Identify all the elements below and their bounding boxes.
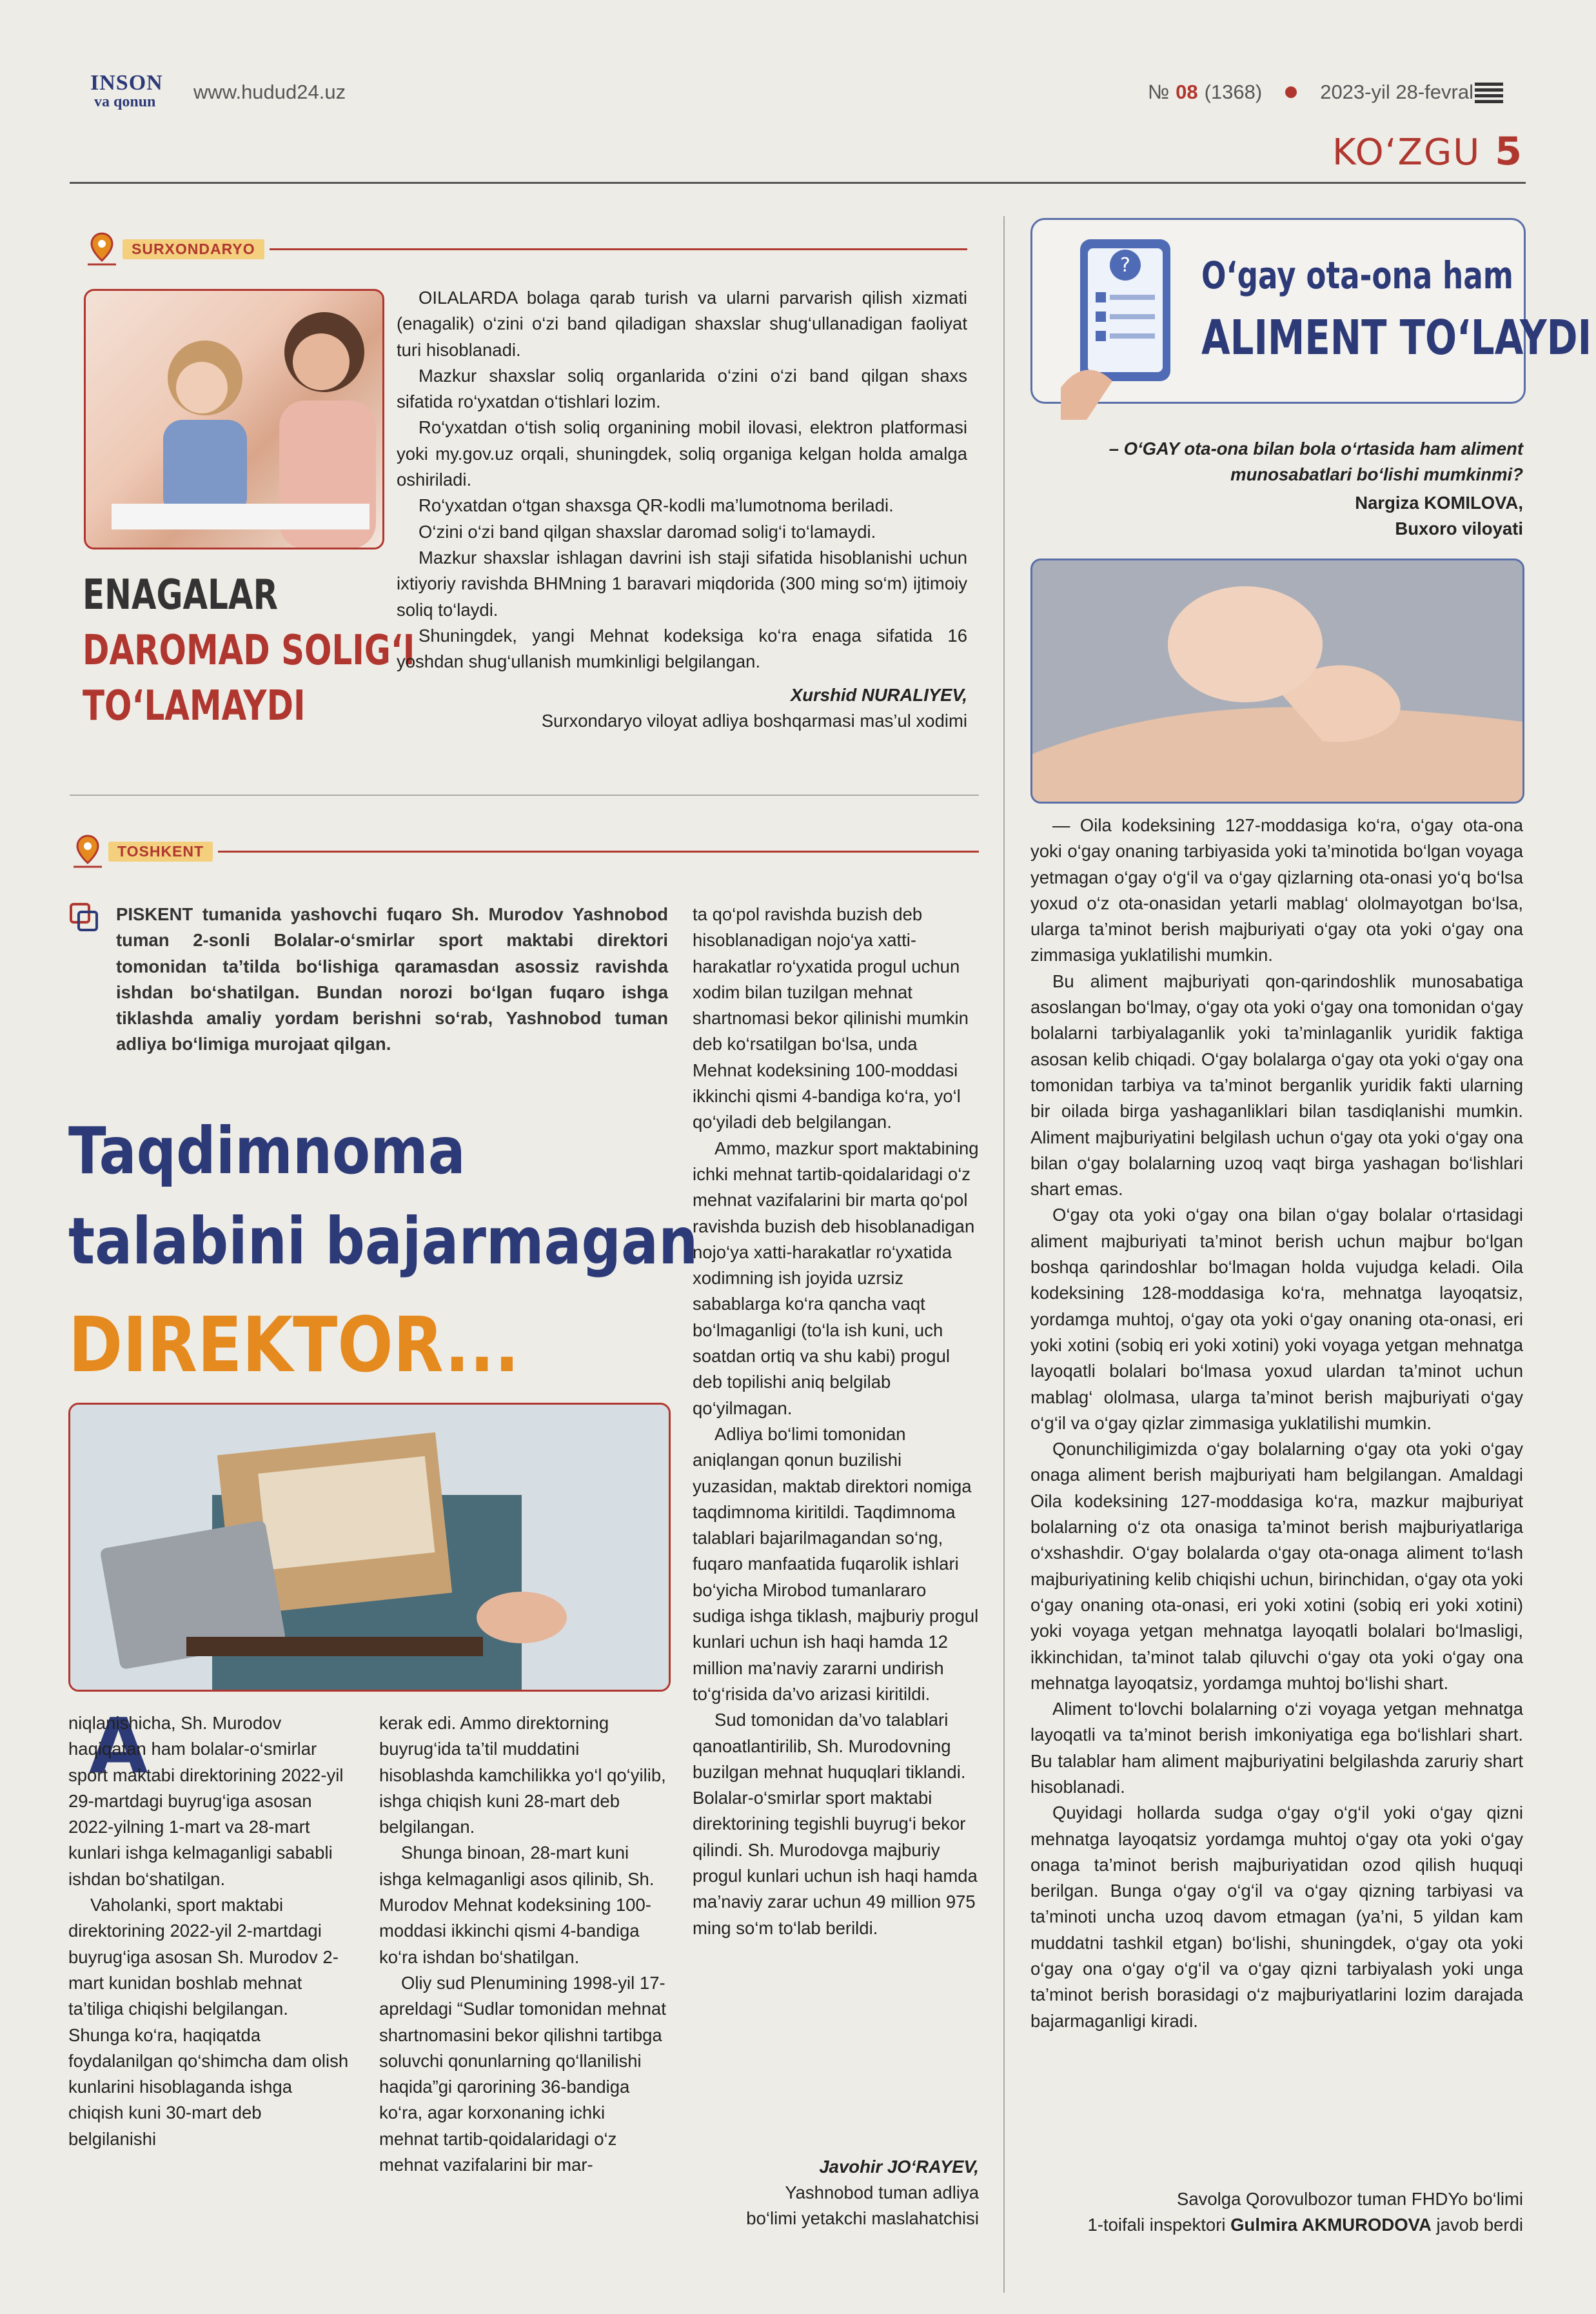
article3-title-line2: ALIMENT TO‘LAYDI — [1201, 310, 1592, 366]
article-separator — [70, 795, 979, 796]
asker-name: Nargiza KOMILOVA, — [1355, 493, 1523, 513]
article3-signature — [1030, 2186, 1523, 2238]
logo-bottom: va qonun — [94, 94, 156, 110]
article3-title-line1: O‘gay ota-ona ham — [1201, 253, 1513, 297]
article2-lead — [116, 902, 668, 1058]
region-tag-toshkent — [70, 833, 979, 869]
article3-paragraph: Aliment to‘lovchi bolalarning o‘zi voyaga yetgan mehnatga layoqatli va ta’minot berish imkoniyatiga ega bo‘lishlari shart. Bu talablar ham aliment majburiyatini belgilashda zaruriy shart hisoblanadi. — [1030, 1699, 1523, 1797]
article2-col2-p: Shunga binoan, 28-mart kuni ishga kelmaganligi asos qilinib, Sh. Murodov Mehnat kodeksining 100-moddasi ikkinchi qismi 4-bandiga ko‘ra ishdan bo‘shatilgan. — [379, 1843, 655, 1967]
column-divider — [1003, 216, 1005, 2293]
article2-col3-p: Ammo, mazkur sport maktabining ichki mehnat tartib-qoidalaridagi o‘z mehnat vazifalarini bir marta qo‘pol ravishda buzish deb hisoblanadigan nojo‘ya xatti-harakatlar ro‘yxatida xodimning ish joyida uzrsiz sabablarga ko‘ra qancha vaqt bo‘lmaganligi (to‘la ish kuni, uch soatdan ortiq va shu kabi) progul deb topilishi aniq belgilab qo‘yilmagan. — [693, 1138, 979, 1418]
article2-title-line3: DIREKTOR... — [68, 1300, 520, 1389]
dot-icon — [1285, 86, 1297, 98]
article1-paragraph: Mazkur shaxslar ishlagan davrini ish staji sifatida hisoblanishi uchun ixtiyoriy ravishda BHMning 1 baravari miqdorida (300 ming so‘m) ijtimoiy soliq to‘laydi. — [397, 547, 967, 620]
article1-paragraph: Mazkur shaxslar soliq organlarida o‘zini o‘zi band qilgan shaxs sifatida ro‘yxatdan o‘tishlari lozim. — [397, 365, 967, 412]
issue-total: (1368) — [1204, 81, 1263, 103]
article2-col1-p: niqlanishicha, Sh. Murodov haqiqatan ham bolalar-o‘smirlar sport maktabi direktorining 2022-yil 29-martdagi buyrug‘iga asosan 2022-yilning 1-mart va 28-mart kunlari ishga kelmaganligi sababli ishdan bo‘shatilgan. — [68, 1713, 344, 1889]
article3-paragraph: Bu aliment majburiyati qon-qarindoshlik munosabatiga asoslangan bo‘lmay, o‘gay ota yoki o‘gay ona tomonidan o‘gay bolalarni tarbiyalaganlik yoki ta’minlaganlik yuridik faktiga asosan kelib chiqadi. O‘gay bolalarga o‘gay ota yoki o‘gay ona tomonidan tarbiya va ta’minot berganlik yuridik fakti ularning bir oilada birga yashaganliklari bilan tasdiqlanishi mumkin. Aliment majburiyatini belgilash uchun o‘gay ota yoki o‘gay ona bilan o‘gay bolalarning uzoq vaqt birga yashagan bo‘lishlari shart emas. — [1030, 971, 1523, 1200]
article1-title-line3: TO‘LAMAYDI — [83, 682, 306, 730]
menu-icon[interactable] — [1475, 83, 1503, 103]
masthead-logo — [90, 72, 174, 110]
region-line — [218, 851, 979, 853]
answer-line1: Savolga Qorovulbozor tuman FHDYo bo‘limi — [1176, 2189, 1523, 2209]
article2-col2 — [379, 1710, 668, 2178]
article3-question — [1030, 436, 1523, 542]
article2-author-role2: bo‘limi yetakchi maslahatchisi — [746, 2208, 979, 2228]
article1-signature — [397, 682, 967, 734]
article1-title-line1: ENAGALAR — [83, 571, 279, 619]
issue-prefix: № — [1147, 81, 1170, 103]
header-rule — [70, 182, 1526, 184]
question-text: – O‘GAY ota-ona bilan bola o‘rtasida ham aliment munosabatlari bo‘lishi mumkinmi? — [1108, 439, 1523, 484]
region-label: TOSHKENT — [108, 842, 213, 862]
asker-place: Buxoro viloyati — [1395, 519, 1523, 539]
article1-body — [397, 285, 967, 675]
section-name: KO‘ZGU — [1332, 132, 1481, 173]
phone-checklist-icon — [1061, 233, 1183, 420]
article3-paragraph: — Oila kodeksining 127-moddasiga ko‘ra, o‘gay ota-ona yoki o‘gay onaning tarbiyasida yoki ta’minotida bo‘lgan voyaga yetmagan o‘gay o‘g‘il va o‘gay qizlarning ota-onasi yo‘q bo‘lsa yoxud o‘z ota-onasidan yetarli mablag‘ ololmayotgan bo‘lsa, ularga ta’minot berish majburiyati o‘gay ota yoki o‘gay ona zimmasiga yuklatilishi mumkin. — [1030, 815, 1523, 965]
article2-col1 — [68, 1701, 352, 2152]
region-line — [270, 248, 967, 250]
article3-paragraph: Qonunchiligimizda o‘gay bolalarning o‘gay ota yoki o‘gay onaga aliment berish majburiyati ham belgilangan. Amaldagi Oila kodeksining 127-moddasiga ko‘ra, mazkur majburiyat bolalarning o‘z ota onasiga ta’minot berish majburiyatlariga o‘xshashdir. O‘gay bolalarda o‘gay ota-onaga aliment to‘lash majburiyatining kelib chiqishi uchun, birinchidan, o‘gay ota yoki o‘gay onaning ota-onasi, eri yoki xotini (sobiq eri yoki xotini) yoki voyaga yetgan mehnatga layoqatli bolalari bo‘lmasligi, ikkinchidan, ta’minot talab qiluvchi o‘gay ota yoki o‘gay ona mehnatga layoqatsiz, yordamga muhtoj bo‘lishi shart. — [1030, 1439, 1523, 1693]
baby-hand-photo — [1030, 559, 1524, 804]
section-header — [1332, 129, 1522, 174]
website-url[interactable]: www.hudud24.uz — [193, 81, 346, 103]
article1-paragraph: Ro‘yxatdan o‘tgan shaxsga QR-kodli ma’lumotnoma beriladi. — [419, 495, 894, 516]
article2-col3-p: Adliya bo‘limi tomonidan aniqlangan qonun buzilishi yuzasidan, maktab direktori nomiga taqdimnoma kiritildi. Taqdimnoma talablari bajarilmagandan so‘ng, fuqaro manfaatida fuqarolik ishlari bo‘yicha Mirobod tumanlararo sudiga ishga tiklash, majburiy progul kunlari uchun ish haqi hamda 12 million ma’naviy zararni undirish to‘g‘risida da’vo arizasi kiritildi. — [693, 1423, 979, 1704]
article2-lead-text: PISKENT tumanida yashovchi fuqaro Sh. Murodov Yashnobod tuman 2-sonli Bolalar-o‘smirlar sport maktabi direktori tomonidan ta’tilda bo‘lishiga qaramasdan asossiz ravishda ishdan bo‘shatilgan. Bundan norozi bo‘lgan fuqaro ishga tiklashda amaliy yordam berishni so‘rab, Yashnobod tuman adliya bo‘limiga murojaat qilgan. — [116, 904, 668, 1054]
article2-col3-p: ta qo‘pol ravishda buzish deb hisoblanadigan nojo‘ya xatti-harakatlar ro‘yxatida progul uchun xodim bilan tuzilgan mehnat shartnomasi bekor qilinishi mumkin deb ko‘rsatilgan bo‘lsa, unda Mehnat kodeksining 100-moddasi ikkinchi qismi 4-bandiga ko‘ra, yo‘l qo‘yiladi deb belgilangan. — [693, 904, 969, 1132]
dropcap: A — [89, 1701, 148, 1790]
answer-suffix: javob berdi — [1436, 2215, 1523, 2235]
article3-paragraph: Quyidagi hollarda sudga o‘gay o‘g‘il yoki o‘gay qizni mehnatga layoqatsiz yordamga muhtoj o‘gay ota yoki o‘gay onaga ta’minot berish majburiyatidan ozod qilish huquqi berilgan. Bunga o‘gay o‘g‘il va o‘gay qizning tarbiyasi va ta’minoti uncha uzoq davom etmagan (ya’ni, 5 yildan kam muddatni tashkil etgan) bo‘lishi, shuningdek, o‘gay ota yoki o‘gay ona o‘gay o‘g‘il va o‘gay qizni tarbiyalash yoki unga ta’minot berish borasidagi o‘z majburiyatlarini lozim darajada bajarmaganligi kiradi. — [1030, 1803, 1523, 2031]
copy-icon — [68, 902, 101, 934]
article2-title-line1: Taqdimnoma — [68, 1113, 466, 1189]
article1-paragraph: Shuningdek, yangi Mehnat kodeksiga ko‘ra enaga sifatida 16 yoshdan shug‘ullanish mumkinligi belgilangan. — [397, 625, 967, 672]
article3-paragraph: O‘gay ota yoki o‘gay ona bilan o‘gay bolalar o‘rtasidagi aliment majburiyati ta’minot berish uchun majbur bo‘lgan boshqa qarindoshlar bo‘lmagan holda vujudga keladi. Oila kodeksining 128-moddasiga ko‘ra, mehnatga layoqatsiz, yordamga muhtoj, o‘gay ota yoki o‘gay onaning ota-onasi, eri yoki xotini (sobiq eri yoki xotini) yoki voyaga yetgan mehnatga layoqatli bolalari bo‘lmasa yoxud ulardan ta’minot uchun mablag‘ ololmasa, ularga ta’minot berish majburiyati o‘gay o‘g‘il va o‘gay qizlar zimmasiga yuklatilishi mumkin. — [1030, 1205, 1523, 1433]
article2-author: Javohir JO‘RAYEV, — [819, 2157, 979, 2177]
article1-title-line2: DAROMAD SOLIG‘I — [83, 627, 415, 675]
article1-paragraph: O‘zini o‘zi band qilgan shaxslar daromad solig‘i to‘lamaydi. — [419, 521, 876, 542]
article2-col2-p: Oliy sud Plenumining 1998-yil 17-apreldagi “Sudlar tomonidan mehnat shartnomasini bekor qilishni tartibga soluvchi qonunlarning qo‘llanilishi haqida”gi qarorining 36-bandiga ko‘ra, agar korxonaning ichki mehnat tartib-qoidalaridagi o‘z mehnat vazifalarini bir mar- — [379, 1972, 666, 2175]
region-label: SURXONDARYO — [123, 239, 264, 259]
article2-col1-p: Vaholanki, sport maktabi direktorining 2022-yil 2-martdagi buyrug‘iga asosan Sh. Murodov 2-mart kunidan boshlab mehnat ta’tiliga chiqishi belgilangan. Shunga ko‘ra, haqiqatda foydalanilgan qo‘shimcha dam olish kunlarini hisoblaganda ishga chiqish kuni 30-mart deb belgilanishi — [68, 1895, 349, 2149]
article2-col3-p: Sud tomonidan da’vo talablari qanoatlantirilib, Sh. Murodovning buzilgan mehnat huquqlari tiklandi. Bolalar-o‘smirlar sport maktabi direktorining tegishli buyrug‘i bekor qilindi. Sh. Murodovga majburiy progul kunlari uchun ish haqi hamda ma’naviy zarar uchun 49 million 975 ming so‘m to‘lab berildi. — [693, 1710, 978, 1938]
article2-title — [68, 1106, 698, 1403]
article1-paragraph: Ro‘yxatdan o‘tish soliq organining mobil ilovasi, elektron platformasi yoki my.gov.uz orqali, shuningdek, soliq organiga kelgan holda amalga oshiriladi. — [397, 417, 967, 490]
article1-paragraph: OILALARDA bolaga qarab turish va ularni parvarish qilish xizmati (enagalik) o‘zini o‘zi band qiladigan shaxslar shug‘ullanadigan faoliyat turi hisoblanadi. — [397, 288, 967, 360]
svg-text:?: ? — [1120, 254, 1130, 277]
map-pin-icon — [84, 231, 120, 267]
issue-info — [1148, 81, 1473, 104]
article2-signature — [693, 2154, 979, 2231]
answer-prefix: 1-toifali inspektori — [1087, 2215, 1226, 2235]
article2-author-role1: Yashnobod tuman adliya — [785, 2182, 979, 2202]
issue-number: 08 — [1176, 81, 1198, 103]
article2-col2-p: kerak edi. Ammo direktorning buyrug‘ida ta’til muddatini hisoblashda kamchilikka yo‘l qo‘yilib, ishga chiqish kuni 28-mart deb belgilangan. — [379, 1713, 666, 1837]
region-tag-surxondaryo — [84, 231, 967, 267]
article3-body — [1030, 813, 1523, 2034]
article2-title-line2: talabini bajarmagan — [68, 1203, 698, 1279]
page-number: 5 — [1495, 129, 1522, 174]
answer-name: Gulmira AKMURODOVA — [1230, 2215, 1432, 2235]
article1-author-role: Surxondaryo viloyat adliya boshqarmasi mas’ul xodimi — [541, 711, 967, 731]
answer-line2 — [1030, 2212, 1523, 2238]
article3-header-box — [1030, 218, 1592, 404]
article2-col3 — [693, 902, 979, 1941]
mother-child-photo — [84, 289, 384, 549]
article1-title — [83, 568, 415, 734]
office-box-photo — [68, 1403, 671, 1692]
article1-author: Xurshid NURALIYEV, — [790, 685, 967, 705]
map-pin-icon — [70, 833, 106, 869]
issue-date: 2023-yil 28-fevral — [1320, 81, 1473, 103]
logo-top: INSON — [90, 71, 163, 95]
